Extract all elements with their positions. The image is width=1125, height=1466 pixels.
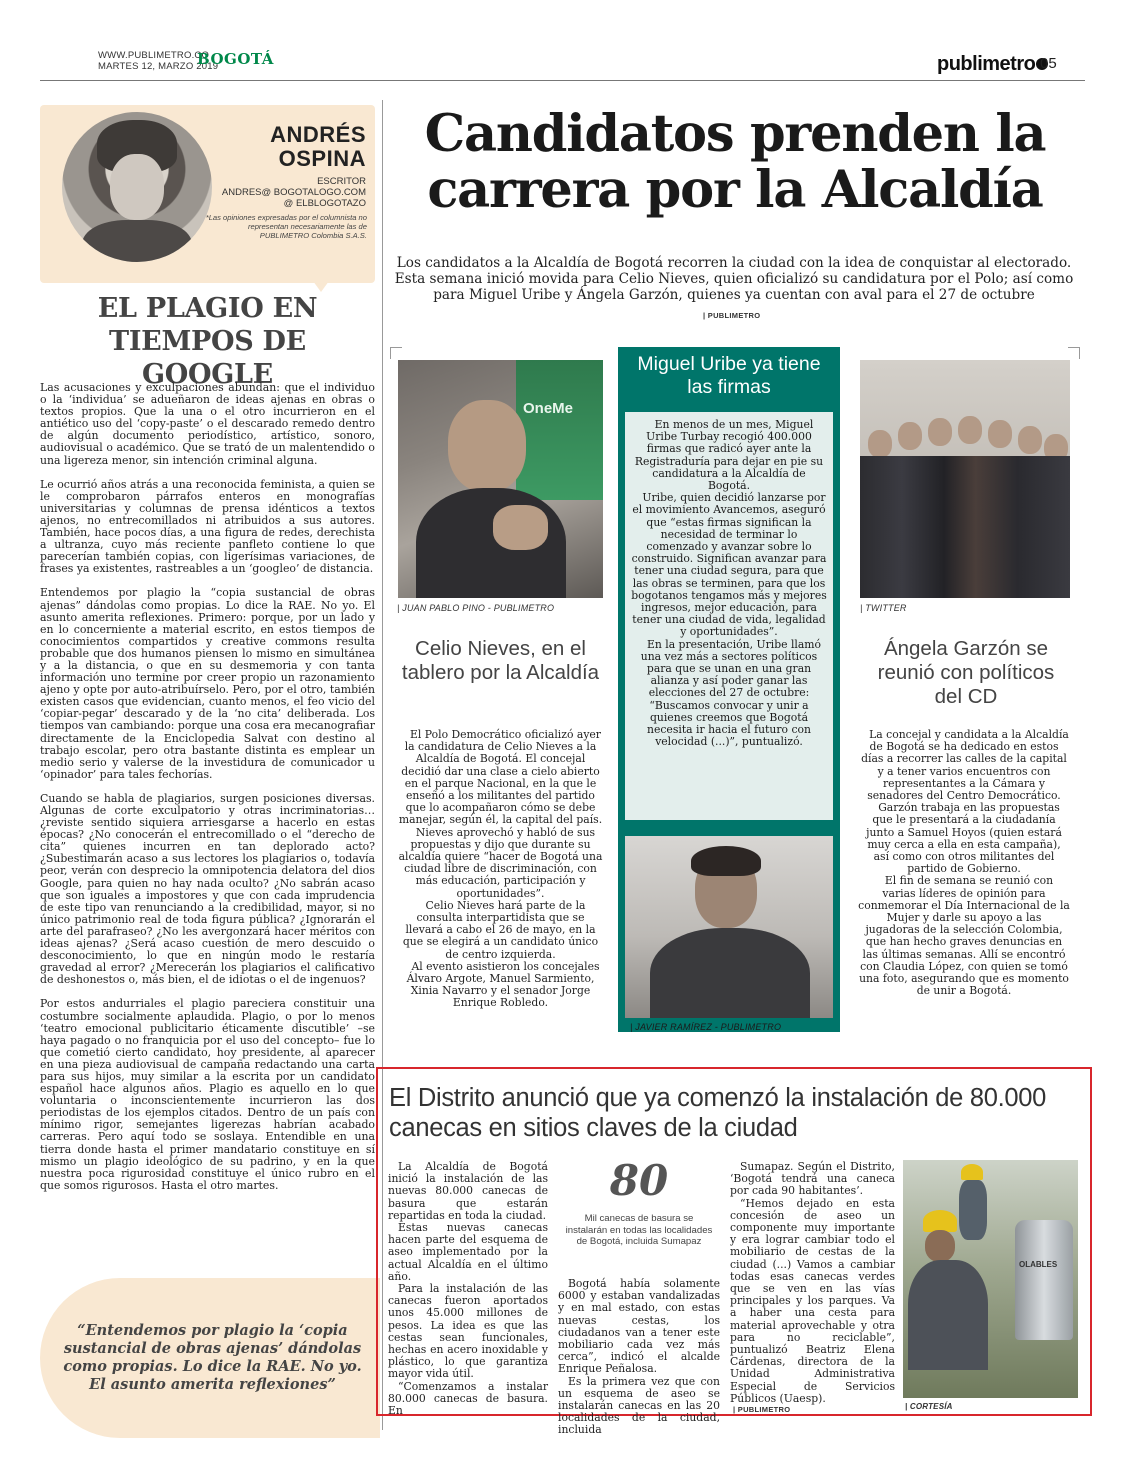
photo-bin-label: OLABLES bbox=[1019, 1260, 1058, 1269]
center-story-body bbox=[630, 419, 828, 748]
columnist-first-name: ANDRÉS bbox=[270, 122, 366, 147]
right-photo-credit: | TWITTER bbox=[860, 603, 907, 613]
columnist-disclaimer: *Las opiniones expresadas por el columnista no representan necesariamente las de PUBLIMETRO Colombia S.A.S. bbox=[205, 213, 367, 240]
photo-worker-body bbox=[959, 1180, 987, 1240]
column-paragraph: Por estos andurriales el plagio pareciera constituir una costumbre socialmente aplaudida. Plagio, o por lo menos ‘teatro emocional publicitario éticamente discutible’ –se haya pagado o no franquicia por el uso del concepto– fue lo que cometió cierto candidato, hoy presidente, al aparecer en una pieza audiovisual de campaña redactando una carta para sus hijos, muy similar a la escrita por un candidato español hace algunos años. Plagio es aquello en lo que voluntaria o inconscientemente incurrieron las dos periodistas de los ejemplos citados. Dentro de un país con mínimo rigor, semejantes ligerezas habrían acabado carreras. Pero aquí todo se soslaya. Entendible en una tierra donde hasta el primer mandatario constituye en sí mismo un plagio ideológico de su padrino, y en la que nuestra poca rigurosidad constituye el único rubro en el que somos rigurosos. Hasta el otro martes. bbox=[40, 997, 375, 1192]
big-number: 80 bbox=[609, 1156, 669, 1205]
column-title: EL PLAGIO EN TIEMPOS DE GOOGLE bbox=[97, 293, 318, 390]
right-story-paragraph: El fin de semana se reunió con varias líderes de opinión para conmemorar el Día Internacional de la Mujer y darle su apoyo a las jugadoras de la selección Colombia, que han hecho graves denuncias en las últimas semanas. Allí se encontró con Claudia López, con quien se tomó una foto, asegurando que es momento de unir a Bogotá. bbox=[858, 874, 1070, 998]
header-rule bbox=[40, 80, 1085, 81]
angela-garzon-photo bbox=[860, 360, 1070, 598]
photo-backdrop bbox=[516, 360, 603, 500]
photo-group-bodies bbox=[860, 456, 1070, 598]
photo-person-body bbox=[650, 928, 810, 1018]
photo-person-hand bbox=[493, 505, 548, 550]
main-headline bbox=[390, 106, 1080, 218]
photo-person-head bbox=[928, 418, 952, 446]
site-url: WWW.PUBLIMETRO.CO bbox=[98, 50, 210, 61]
miguel-uribe-photo bbox=[625, 836, 833, 1018]
left-story-paragraph: El Polo Democrático oficializó ayer la candidatura de Celio Nieves a la Alcaldía de Bogotá. El concejal decidió dar una clase a cielo abierto en el parque Nacional, en la que le enseñó a los militantes del partido que lo acompañaron cómo se debe manejar, según él, la capital del país. bbox=[398, 728, 603, 827]
center-story-paragraph: Uribe, quien decidió lanzarse por el movimiento Avancemos, aseguró que “estas firmas significan la necesidad de terminar lo comenzado y avanzar sobre lo construido. Significan avanzar para tener una ciudad segura, para que las obras se terminen, para que los bogotanos tengamos más y mejores ingresos, mejor educación, para tener una ciudad de vida, legalidad y oportunidades”. bbox=[631, 491, 827, 639]
main-deck: Los candidatos a la Alcaldía de Bogotá recorren la ciudad con la idea de conquistar al electorado. Esta semana inició movida para Celio Nieves, quien oficializó su candidatura por el Polo; así como para Miguel Uribe y Ángela Garzón, quienes ya cuentan con aval para el 27 de octubre bbox=[394, 255, 1074, 303]
issue-date: MARTES 12, MARZO 2019 bbox=[98, 61, 219, 72]
photo-backdrop-sign: OneMe bbox=[523, 400, 574, 417]
columnist-avatar bbox=[62, 112, 212, 262]
bottom-story-paragraph: Bogotá había solamente 6000 y estaban vandalizadas y en mal estado, con estas nuevas cestas, los ciudadanos van a tener este mobiliario cada vez más cerca”, indicó el alcalde Enrique Peñalosa. bbox=[558, 1277, 720, 1376]
bottom-story-paragraph: Estas nuevas canecas hacen parte del esquema de aseo implementado por la actual Alcaldía en el último año. bbox=[388, 1221, 548, 1283]
main-headline-line2: carrera por la Alcaldía bbox=[427, 160, 1043, 220]
left-story-paragraph: Al evento asistieron los concejales Álvaro Argote, Manuel Sarmiento, Xinia Navarro y el senador Jorge Enrique Robledo. bbox=[406, 959, 600, 1010]
celio-nieves-photo bbox=[398, 360, 603, 598]
big-number-caption: Mil canecas de basura se instalarán en todas las localidades de Bogotá, incluida Sumapaz bbox=[565, 1213, 713, 1247]
photo-person-hair bbox=[691, 846, 761, 876]
left-photo-credit: | JUAN PABLO PINO - PUBLIMETRO bbox=[397, 603, 555, 613]
photo-person-head bbox=[868, 430, 892, 458]
center-story-headline: Miguel Uribe ya tiene las firmas bbox=[637, 353, 821, 398]
right-story-paragraph: La concejal y candidata a la Alcaldía de Bogotá se ha dedicado en estos días a recorrer las calles de la capital y a tener varios encuentros con representantes a la Cámara y senadores del Centro Democrático. bbox=[861, 728, 1069, 803]
bottom-story-credit: | PUBLIMETRO bbox=[733, 1405, 791, 1414]
section-name: BOGOTÁ bbox=[197, 50, 274, 68]
photo-person-head bbox=[448, 400, 526, 492]
canecas-photo bbox=[903, 1160, 1078, 1398]
avatar-face bbox=[110, 154, 164, 220]
bottom-story-paragraph: “Comenzamos a instalar 80.000 canecas de basura. En bbox=[388, 1379, 548, 1418]
photo-hardhat bbox=[961, 1164, 983, 1180]
photo-trash-bin bbox=[1015, 1220, 1073, 1340]
photo-person-head bbox=[898, 422, 922, 450]
columnist-email: ANDRES@ BOGOTALOGO.COM bbox=[221, 187, 366, 198]
photo-worker-body bbox=[908, 1260, 988, 1370]
photo-worker-head bbox=[925, 1230, 955, 1262]
bottom-story-col3 bbox=[730, 1161, 895, 1405]
logo-text: publimetro bbox=[937, 53, 1036, 75]
left-story-paragraph: Celio Nieves hará parte de la consulta interpartidista que se llevará a cabo el 26 de mayo, en la que se elegirá a un candidato único de centro izquierda. bbox=[402, 898, 599, 961]
columnist-contact bbox=[210, 176, 366, 209]
bottom-photo-credit: | CORTESÍA bbox=[905, 1402, 953, 1411]
right-story-paragraph: Garzón trabaja en las propuestas que le presentará a la ciudadanía junto a Samuel Hoyos (quien estará muy cerca a ella en esta campaña), así como con otros militantes del partido de Gobierno. bbox=[866, 801, 1062, 876]
center-story-paragraph: En menos de un mes, Miguel Uribe Turbay recogió 400.000 firmas que radicó ayer ante la Registraduría para dejar en pie su candidatura a la Alcaldía de Bogotá. bbox=[634, 418, 824, 493]
columnist-handle: @ ELBLOGOTAZO bbox=[283, 198, 366, 209]
right-story-body bbox=[858, 729, 1070, 997]
photo-person-head bbox=[1018, 426, 1042, 454]
column-paragraph: Cuando se habla de plagiarios, surgen posiciones diversas. Algunas de corte exculpatorio y otras incriminatorias… ¿reviste sentido siquiera arriesgarse a hacerlo en estas épocas? ¿No conocerán el entrecomillado o el “derecho de cita” quienes incurren en tan deplorado acto? ¿Subestimarán acaso a sus lectores los plagiarios o, todavía peor, verán con desprecio la omnipotencia delatora del dios Google, para quien no hay nada oculto? ¿No sabrán acaso que son iguales a impostores y que con cada imprudencia de este tipo van renunciando a la credibilidad, mayor, si no único patrimonio real de toda figura pública? ¿Ignorarán el arte del parafraseo? ¿No les avergonzará hacer méritos con ideas ajenas? ¿Será acaso cuestión de mero descuido o desconocimiento, lo que en ningún modo le restaría gravedad al error? ¿Merecerán los plagiarios el calificativo de deshonestos o, más bien, el de idiotas o el de ingenuos? bbox=[40, 791, 375, 987]
column-paragraph: Entendemos por plagio la “copia sustancial de obras ajenas” dándolas como propias. Lo dice la RAE. No yo. El asunto amerita reflexiones. Primero: porque, por un lado y en lo concerniente a material escrito, en estos tiempos de conocimientos compartidos y creative commons resulta probable que dos humanos piensen lo mismo en simultánea y a la distancia, o que en su desmemoria y con tanta información uno termine por creer propio un razonamiento ajeno y opte por auto-atribuírselo. Pero, por el otro, también existen casos que evidencian, cuanto menos, el feo vicio del ‘copiar-pegar’ descarado y de la ‘no cita’ deliberada. Los tiempos van cambiando: porque una cosa era mecanografiar directamente de la Enciclopedia Salvat con destino al trabajo escolar, pero otra bastante distinta es emplear un medio serio y valerse de la investidura de comunicador u ‘opinador’ para tales fechorías. bbox=[40, 586, 375, 781]
bottom-story-paragraph: Es la primera vez que con un esquema de aseo se instalarán canecas en las 20 localidades de la ciudad, incluida bbox=[558, 1374, 720, 1437]
publimetro-logo bbox=[937, 53, 1048, 76]
columnist-last-name: OSPINA bbox=[278, 146, 366, 171]
bottom-story-paragraph: Sumapaz. Según el Distrito, ‘Bogotá tendrá una caneca por cada 90 habitantes’. bbox=[730, 1160, 895, 1198]
bottom-story-headline: El Distrito anunció que ya comenzó la instalación de 80.000 canecas en sitios claves de la ciudad bbox=[389, 1084, 1047, 1142]
columnist-name bbox=[228, 123, 366, 171]
column-paragraph: Las acusaciones y exculpaciones abundan: que el individuo o la ‘individua’ se adueñaron de ideas ajenas en obras o textos propios. Que la una o el otro incurrieron en el antiético uso del ‘copy-paste’ o el descarado remedo dentro de algún documento periodístico, artístico, sonoro, audiovisual o académico. Que se trató de un malentendido o una ligereza menor, sin intención criminal alguna. bbox=[40, 381, 375, 467]
main-headline-line1: Candidatos prenden la bbox=[424, 104, 1046, 164]
page-number: 05 bbox=[1040, 55, 1057, 72]
bottom-story-col2 bbox=[558, 1278, 720, 1437]
bottom-story-paragraph: Para la instalación de las canecas fueron aportados unos 45.000 millones de pesos. La idea es que las cestas sean funcionales, hechas en acero inoxidable y plástico, lo que garantiza mayor vida útil. bbox=[388, 1282, 548, 1381]
column-body bbox=[40, 382, 375, 1192]
bottom-story-col1 bbox=[388, 1161, 548, 1417]
left-story-headline: Celio Nieves, en el tablero por la Alcaldía bbox=[401, 637, 600, 684]
center-photo-credit: | JAVIER RAMÍREZ - PUBLIMETRO bbox=[630, 1022, 782, 1032]
left-story-body bbox=[398, 729, 603, 1010]
photo-person-head bbox=[988, 420, 1012, 448]
left-story-bracket bbox=[390, 347, 402, 359]
left-story-paragraph: Nieves aprovechó y habló de sus propuestas y dijo que durante su alcaldía quiere “hacer de Bogotá una ciudad libre de discriminación, con más educación, participación y oportunidades”. bbox=[398, 825, 603, 900]
column-paragraph: Le ocurrió años atrás a una reconocida feminista, a quien se le comprobaron párrafos enteros en monografías universitarias y columnas de prensa idénticos a textos ajenos, no entrecomillados ni atribuidos a sus autores. También, hace pocos días, a una figura de redes, derechista a ultranza, cuyo más reciente panfleto contiene lo que parecerían también copias, con ligerísimas variaciones, de frases ya existentes, rastreables a un ‘googleo’ de distancia. bbox=[40, 477, 375, 576]
photo-person-body bbox=[416, 488, 566, 598]
avatar-body bbox=[82, 220, 192, 262]
main-credit: | PUBLIMETRO bbox=[703, 311, 761, 320]
columnist-bubble-tail bbox=[305, 270, 337, 292]
photo-person-head bbox=[958, 416, 982, 444]
right-story-headline: Ángela Garzón se reunió con políticos del CD bbox=[877, 637, 1055, 708]
right-story-bracket bbox=[1068, 347, 1080, 359]
pull-quote: “Entendemos por plagio la ‘copia sustancial de obras ajenas’ dándolas como propias. Lo dice la RAE. No yo. El asunto amerita reflexiones” bbox=[63, 1322, 362, 1393]
bottom-story-paragraph: “Hemos dejado en esta concesión de aseo un componente muy importante y era lograr cambiar todo el mobiliario de cestas de la ciudad (...) Vamos a cambiar todas esas canecas verdes que se ven en las vías principales y los parques. Va a haber una cesta para material aprovechable y otra para no reciclable”, puntualizó Beatriz Elena Cárdenas, directora de la Unidad Administrativa Especial de Servicios Públicos (Uaesp). bbox=[730, 1196, 895, 1405]
photo-hardhat bbox=[923, 1210, 957, 1232]
columnist-role: ESCRITOR bbox=[317, 176, 366, 187]
bottom-story-paragraph: La Alcaldía de Bogotá inició la instalación de las nuevas 80.000 canecas de basura que estarán repartidas en toda la ciudad. bbox=[388, 1160, 548, 1222]
center-story-paragraph: En la presentación, Uribe llamó una vez más a sectores políticos para que se unan en una gran alianza y así poder ganar las elecciones del 27 de octubre: “Buscamos convocar y unir a quienes creemos que Bogotá necesita ir hacia el futuro con velocidad (...)”, puntualizó. bbox=[640, 637, 822, 749]
